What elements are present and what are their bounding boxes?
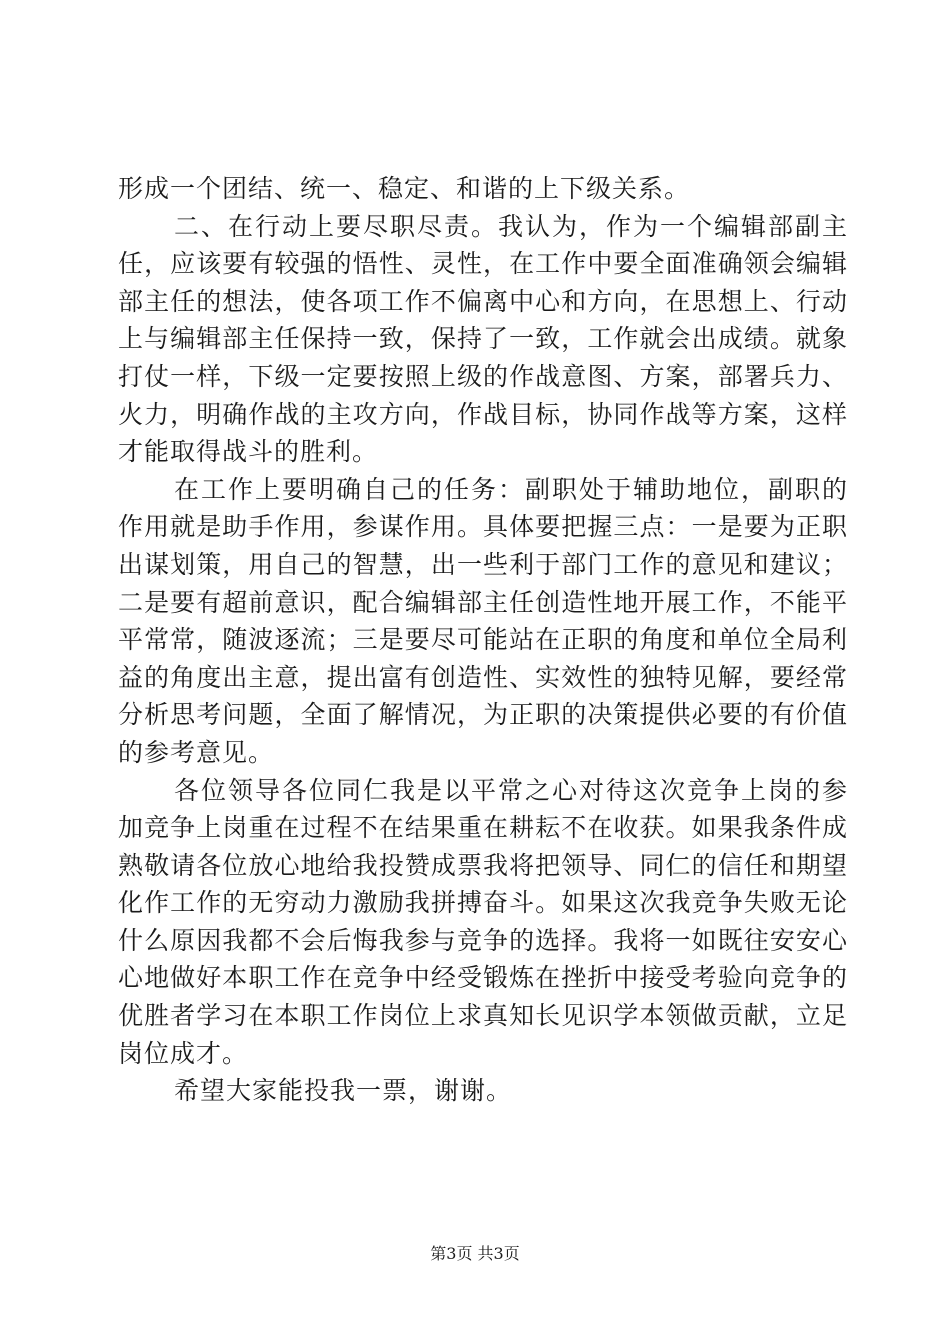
- paragraph-3: 在工作上要明确自己的任务：副职处于辅助地位，副职的作用就是助手作用，参谋作用。具体要把握三点：一是要为正职出谋划策，用自己的智慧，出一些利于部门工作的意见和建议；二是要有超前意识，配合编辑部主任创造性地开展工作，不能平平常常，随波逐流；三是要尽可能站在正职的角度和单位全局利益的角度出主意，提出富有创造性、实效性的独特见解，要经常分析思考问题，全面了解情况，为正职的决策提供必要的有价值的参考意见。: [118, 474, 848, 767]
- paragraph-2: 二、在行动上要尽职尽责。我认为，作为一个编辑部副主任，应该要有较强的悟性、灵性，在工作中要全面准确领会编辑部主任的想法，使各项工作不偏离中心和方向，在思想上、行动上与编辑部主任保持一致，保持了一致，工作就会出成绩。就象打仗一样，下级一定要按照上级的作战意图、方案，部署兵力、火力，明确作战的主攻方向，作战目标，协同作战等方案，这样才能取得战斗的胜利。: [118, 211, 848, 467]
- paragraph-1: 形成一个团结、统一、稳定、和谐的上下级关系。: [118, 174, 691, 203]
- page-number-footer: 第3页 共3页: [430, 1244, 520, 1263]
- paragraph-4: 各位领导各位同仁我是以平常之心对待这次竞争上岗的参加竞争上岗重在过程不在结果重在耕耘不在收获。如果我条件成熟敬请各位放心地给我投赞成票我将把领导、同仁的信任和期望化作工作的无穷动力激励我拼搏奋斗。如果这次我竞争失败无论什么原因我都不会后悔我参与竞争的选择。我将一如既往安安心心地做好本职工作在竞争中经受锻炼在挫折中接受考验向竞争的优胜者学习在本职工作岗位上求真知长见识学本领做贡献，立足岗位成才。: [118, 775, 848, 1068]
- body-text: [118, 170, 848, 1110]
- paragraph-5: 希望大家能投我一票，谢谢。: [174, 1076, 513, 1106]
